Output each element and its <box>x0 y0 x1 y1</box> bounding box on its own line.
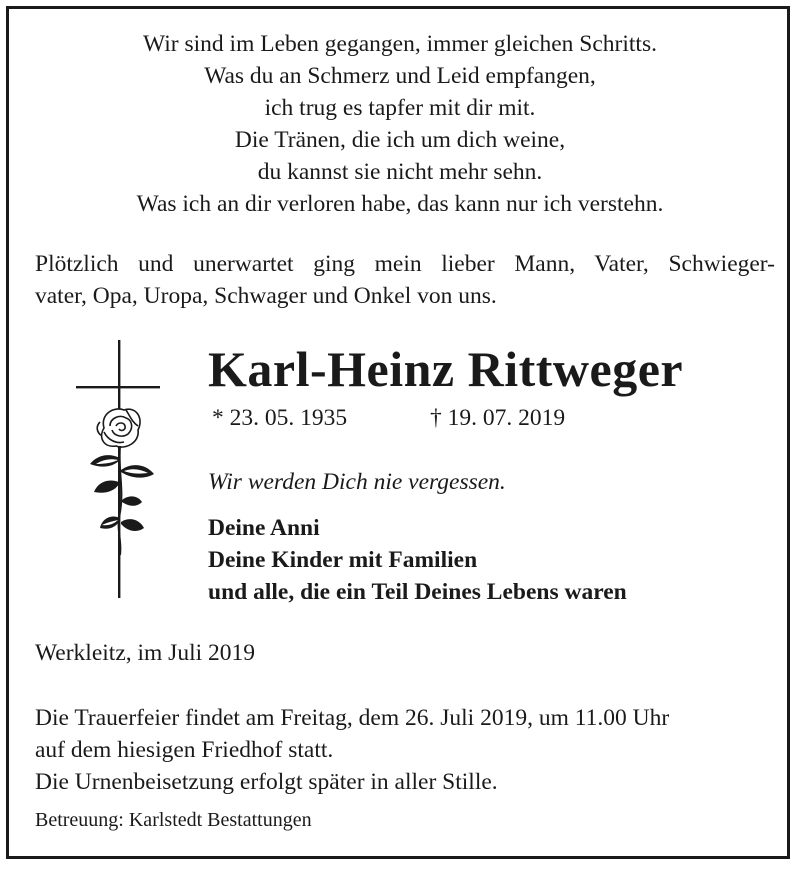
birth-date: * 23. 05. 1935 <box>212 405 348 431</box>
poem-line: du kannst sie nicht mehr sehn. <box>257 159 543 185</box>
mourner-line: Deine Kinder mit Familien <box>208 547 478 573</box>
poem-line: Was du an Schmerz und Leid empfangen, <box>204 63 596 89</box>
poem <box>0 28 800 220</box>
undertaker-credit: Betreuung: Karlstedt Bestattungen <box>35 809 312 831</box>
death-date: † 19. 07. 2019 <box>430 405 566 431</box>
motto: Wir werden Dich nie vergessen. <box>208 469 506 495</box>
mourner-line: Deine Anni <box>208 515 320 541</box>
ceremony-line: auf dem hiesigen Friedhof statt. <box>35 737 334 763</box>
cross-with-rose-icon <box>74 340 164 600</box>
poem-line: ich trug es tapfer mit dir mit. <box>264 95 536 121</box>
ceremony-line: Die Trauerfeier findet am Freitag, dem 26. Juli 2019, um 11.00 Uhr <box>35 705 670 731</box>
poem-line: Wir sind im Leben gegangen, immer gleichen Schritts. <box>143 31 657 57</box>
intro-line: Plötzlich und unerwartet ging mein lieber Mann, Vater, Schwieger- <box>35 251 775 277</box>
mourner-line: und alle, die ein Teil Deines Lebens waren <box>208 579 627 605</box>
deceased-name: Karl-Heinz Rittweger <box>208 341 684 397</box>
ceremony-info <box>35 702 669 798</box>
ceremony-line: Die Urnenbeisetzung erfolgt später in aller Stille. <box>35 769 498 795</box>
place-date: Werkleitz, im Juli 2019 <box>35 640 256 666</box>
poem-line: Was ich an dir verloren habe, das kann nur ich verstehn. <box>136 191 664 217</box>
intro-text <box>35 248 775 312</box>
poem-line: Die Tränen, die ich um dich weine, <box>234 127 566 153</box>
intro-line: vater, Opa, Uropa, Schwager und Onkel von uns. <box>35 283 497 309</box>
mourners <box>208 512 627 608</box>
